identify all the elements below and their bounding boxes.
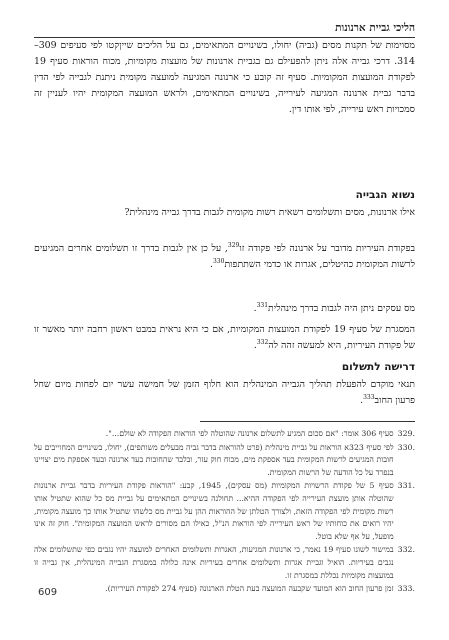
body-paragraph [34, 241, 415, 273]
paragraph-text: תנאי מוקדם להפעלת תהליך הגבייה המינהלית הוא חלוף הזמן של חמישה עשר יום לפחות מיום שחל פרעון החוב [34, 379, 415, 407]
page-number: 609 [38, 587, 58, 598]
body-paragraph [34, 322, 415, 354]
paragraph-text: . [360, 395, 364, 407]
footnote-text: סעיף 306 אומר: "אם סכום המגיע לתשלום ארנונה שהוטלה לפי הוראות הפקודה לא שולם...". [105, 429, 394, 438]
footnotes-section [34, 428, 415, 597]
footnote-number: 330. [397, 442, 415, 452]
paragraph-text: . [253, 303, 257, 314]
footnote [34, 428, 415, 441]
footnote-number: 331. [397, 481, 415, 491]
footnote-text: לפי סעיף 323א הוראות על גביית מינהלית (פרט להוראות בדבר גביה מבעלים משותפים), יחולו, בשינויים המחוייבים על חובות המגיעים לרשות המקומית בעד אספקת מים, מכוח חוק עזר, ובלבד שהחובות בעד ארנונה ובעד אספקת מים יצויינו בנפרד על כל הודעה של הרשות המקומית. [34, 442, 394, 477]
footnote-text: במישור לשונו סעיף 19 נאמר, כי ארנונות המגיעות, האגרות ותשלומים האחרים למועצה יהיו נגבים כפי שתשלומים אלה נגבים בעיריות. הואיל וגביית אגרות ותשלומים אחרים בעיריות אינה כלולה במסגרת הגבייה המינהלית, אין גבייה זו במועצות מקומיות נכללת במסגרת זו. [34, 545, 394, 580]
footnote-ref[interactable]: 332 [256, 338, 269, 346]
body-paragraph [34, 301, 415, 317]
paragraph-text: מס עסקים ניתן היה לגבות בדרך מינהלית [268, 303, 415, 314]
paragraph-text: . [210, 259, 213, 271]
paragraph-text: , על כן אין לגבות בדרך זו תשלומים אחרים המגיעים לרשות המקומית כהיטלים, אגרות או כדמי השתתפות [34, 243, 415, 271]
footnote-ref[interactable]: 330 [212, 257, 225, 265]
footnote-ref[interactable]: 329 [227, 241, 240, 249]
footnote [34, 442, 415, 480]
footnote-number: 333. [397, 584, 415, 594]
footnote-ref[interactable]: 331 [256, 301, 269, 309]
footnote [34, 544, 415, 582]
paragraph-text: . [253, 340, 257, 352]
paragraph-text: המסגרת של סעיף 19 לפקודת המועצות המקומיות, אם כי היא נראית במבט ראשון רחבה יותר מאשר זו של פקודת העיריות, היא למעשה זהה לה [34, 324, 415, 352]
footnote [34, 583, 415, 596]
body-paragraph [34, 38, 415, 118]
footnote-divider [200, 421, 415, 422]
footnote-number: 329. [397, 429, 415, 438]
paragraph-text: בפקודת העיריות מדובר על ארנונה לפי פקודה זו [239, 243, 415, 254]
footnote-text: זמן פרעון החוב הוא המועד שקבעה המועצה בעת הטלת הארנונה (סעיף 274 לפקודת העיריות). [105, 584, 394, 594]
paragraph-text: אילו ארנונות, מסים ותשלומים רשאית רשות מקומית לגבות בדרך גבייה מינהלית? [124, 207, 415, 218]
paragraph-text: מסוימות של תקנות מסים (גביה) יחולו, בשינויים המתאימים, גם על הליכים שייןקטו לפי סעיפים 309–314. דרכי גבייה אלה ניתן להפעילם גם בגביית ארנונות של מועצות מקומיות, מכוח הוראות סעיף 19 לפקודת המועצות המקומיות. סעיף זה קובע כי ארנונה המגיעה למועצה מקומית ניתנת לגבייה לפי הדין בדבר גביית ארנונה המגיעה לעירייה, בשינויים המתאימים, ולראש המועצה המקומית יהיו לעניין זה סמכויות ראש עירייה, לפי אותו דין. [34, 40, 415, 116]
running-header: הליכי גביית ארנונות [34, 22, 415, 38]
body-paragraph [34, 205, 415, 221]
footnote-ref[interactable]: 333 [363, 393, 375, 401]
section-heading: נשוא הגבייה [355, 189, 415, 201]
section-heading: דרישה לתשלום [341, 361, 415, 373]
footnote [34, 480, 415, 543]
footnote-text: סעיף 5 של פקודת הרשויות המקומיות (מס עסקים), 1945, קבע: "הוראות פקודת העיריות בדבר גביית ארנונות שהוטלה אותן מועצת העירייה לפי הפקודה ההיא... תחולנה בשינויים המתאימים על גביית מס כל שהוא שתטיל אותו רשות מקומית לפי הפקודה הזאת, ולצורך הטלתן של ההוראות ההן על גביית מס כלשהו שתטיל אותו כך מועצה מקומית, יהיו רואים את כוחותיו של ראש העירייה לפי הוראות הנ"ל, כאילו הם מסורים לראש המועצה המקומית". חוק זה אינו מופעל, על אף שלא בוטל. [34, 481, 394, 541]
body-paragraph [34, 377, 415, 409]
footnote-number: 332. [397, 545, 415, 555]
